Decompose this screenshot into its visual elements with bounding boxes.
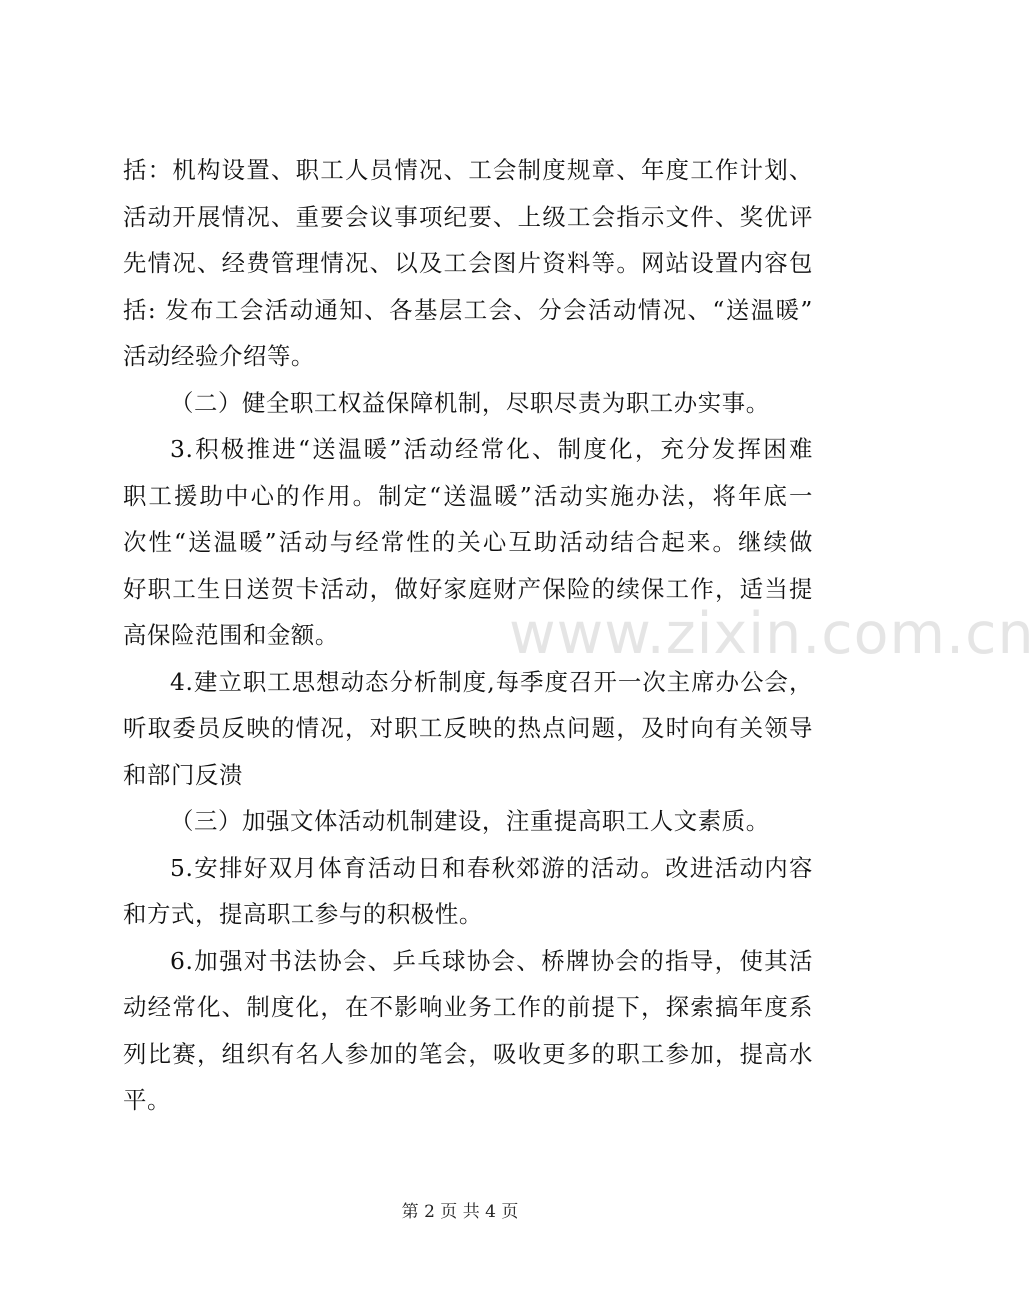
text-line: 和部门反溃 [123, 760, 243, 789]
text-line: 括：机构设置、职工人员情况、工会制度规章、年度工作计划、 [123, 156, 813, 184]
section-heading: （二）健全职工权益保障机制，尽职尽责为职工办实事。 [170, 388, 770, 417]
text-line: 平。 [123, 1086, 171, 1114]
text-line: 活动开展情况、重要会议事项纪要、上级工会指示文件、奖优评 [123, 202, 813, 231]
text-line: 动经常化、制度化，在不影响业务工作的前提下，探索搞年度系 [123, 993, 813, 1021]
text-line: 职工援助中心的作用。制定“送温暖”活动实施办法，将年底一 [123, 481, 813, 510]
text-line: 好职工生日送贺卡活动，做好家庭财产保险的续保工作，适当提 [123, 574, 813, 603]
text-line: 4.建立职工思想动态分析制度,每季度召开一次主席办公会， [170, 667, 813, 696]
text-line: 听取委员反映的情况，对职工反映的热点问题，及时向有关领导 [123, 714, 813, 742]
page-footer: 第 2 页 共 4 页 [401, 1202, 519, 1222]
watermark: www.zixin.com.cn [509, 601, 1035, 667]
text-line: 次性“送温暖”活动与经常性的关心互助活动结合起来。继续做 [123, 528, 813, 556]
text-line: 高保险范围和金额。 [123, 621, 339, 649]
text-line: 活动经验介绍等。 [123, 342, 315, 370]
text-line: 5.安排好双月体育活动日和春秋郊游的活动。改进活动内容 [170, 853, 813, 882]
text-line: 6.加强对书法协会、乒乓球协会、桥牌协会的指导，使其活 [170, 946, 813, 975]
text-line: 3.积极推进“送温暖”活动经常化、制度化，充分发挥困难 [170, 435, 813, 463]
section-heading: （三）加强文体活动机制建设，注重提高职工人文素质。 [170, 807, 770, 835]
text-line: 括: 发布工会活动通知、各基层工会、分会活动情况、“送温暖” [123, 295, 813, 324]
text-line: 和方式，提高职工参与的积极性。 [123, 900, 483, 928]
text-line: 列比赛，组织有名人参加的笔会，吸收更多的职工参加，提高水 [123, 1039, 813, 1068]
text-line: 先情况、经费管理情况、以及工会图片资料等。网站设置内容包 [123, 249, 813, 277]
